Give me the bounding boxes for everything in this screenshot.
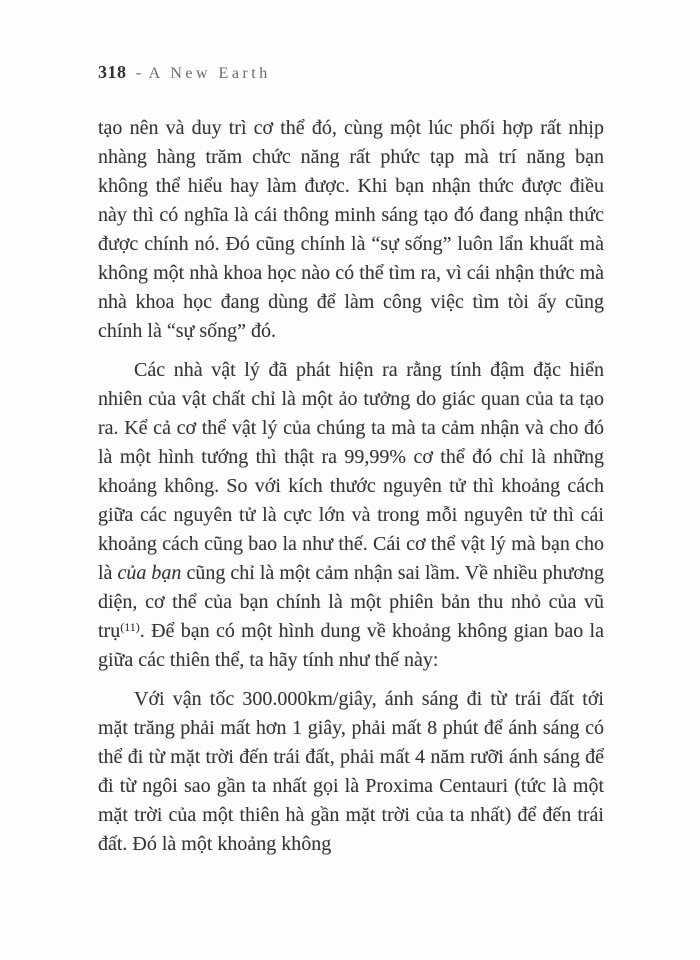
page-body xyxy=(98,114,604,869)
text-segment: . Để bạn có một hình dung về khoảng không gian bao la giữa các thiên thể, ta hãy tính như thế này: xyxy=(98,620,604,671)
text-segment: của bạn xyxy=(117,562,182,584)
text-segment: tạo nên và duy trì cơ thể đó, cùng một lúc phối hợp rất nhịp nhàng hàng trăm chức năng rất phức tạp mà trí năng bạn không thể hiểu hay làm được. Khi bạn nhận thức được điều này thì có nghĩa là cái thông minh sáng tạo đó đang nhận thức được chính nó. Đó cũng chính là “sự sống” luôn lẩn khuất mà không một nhà khoa học nào có thể tìm ra, vì cái nhận thức mà nhà khoa học đang dùng để làm công việc tìm tòi ấy cũng chính là “sự sống” đó. xyxy=(98,117,604,342)
paragraph-1 xyxy=(98,114,604,346)
header-separator: - xyxy=(135,63,142,82)
text-segment: cũng chỉ là một cảm nhận sai lầm. Về nhiều phương diện, cơ thể của bạn chính là một phiên bản thu nhỏ của vũ trụ xyxy=(98,562,604,642)
paragraph-2 xyxy=(98,356,604,675)
text-segment: Các nhà vật lý đã phát hiện ra rằng tính đậm đặc hiển nhiên của vật chất chỉ là một ảo tưởng do giác quan của ta tạo ra. Kể cả cơ thể vật lý của chúng ta mà ta cảm nhận và cho đó là một hình tướng thì thật ra 99,99% cơ thể đó chỉ là những khoảng không. So với kích thước nguyên tử thì khoảng cách giữa các nguyên tử là cực lớn và trong mỗi nguyên tử thì cái khoảng cách cũng bao la như thế. Cái cơ thể vật lý mà bạn cho là xyxy=(98,359,604,584)
page-header xyxy=(98,62,271,83)
paragraph-3 xyxy=(98,685,604,859)
book-title: A New Earth xyxy=(148,65,271,82)
page-number: 318 xyxy=(98,62,127,82)
text-segment: Với vận tốc 300.000km/giây, ánh sáng đi từ trái đất tới mặt trăng phải mất hơn 1 giây, phải mất 8 phút để ánh sáng có thể đi từ mặt trời đến trái đất, phải mất 4 năm rưỡi ánh sáng để đi từ ngôi sao gần ta nhất gọi là Proxima Centauri (tức là một mặt trời của một thiên hà gần mặt trời của ta nhất) để đến trái đất. Đó là một khoảng không xyxy=(98,688,604,855)
footnote-marker: (11) xyxy=(120,620,140,634)
